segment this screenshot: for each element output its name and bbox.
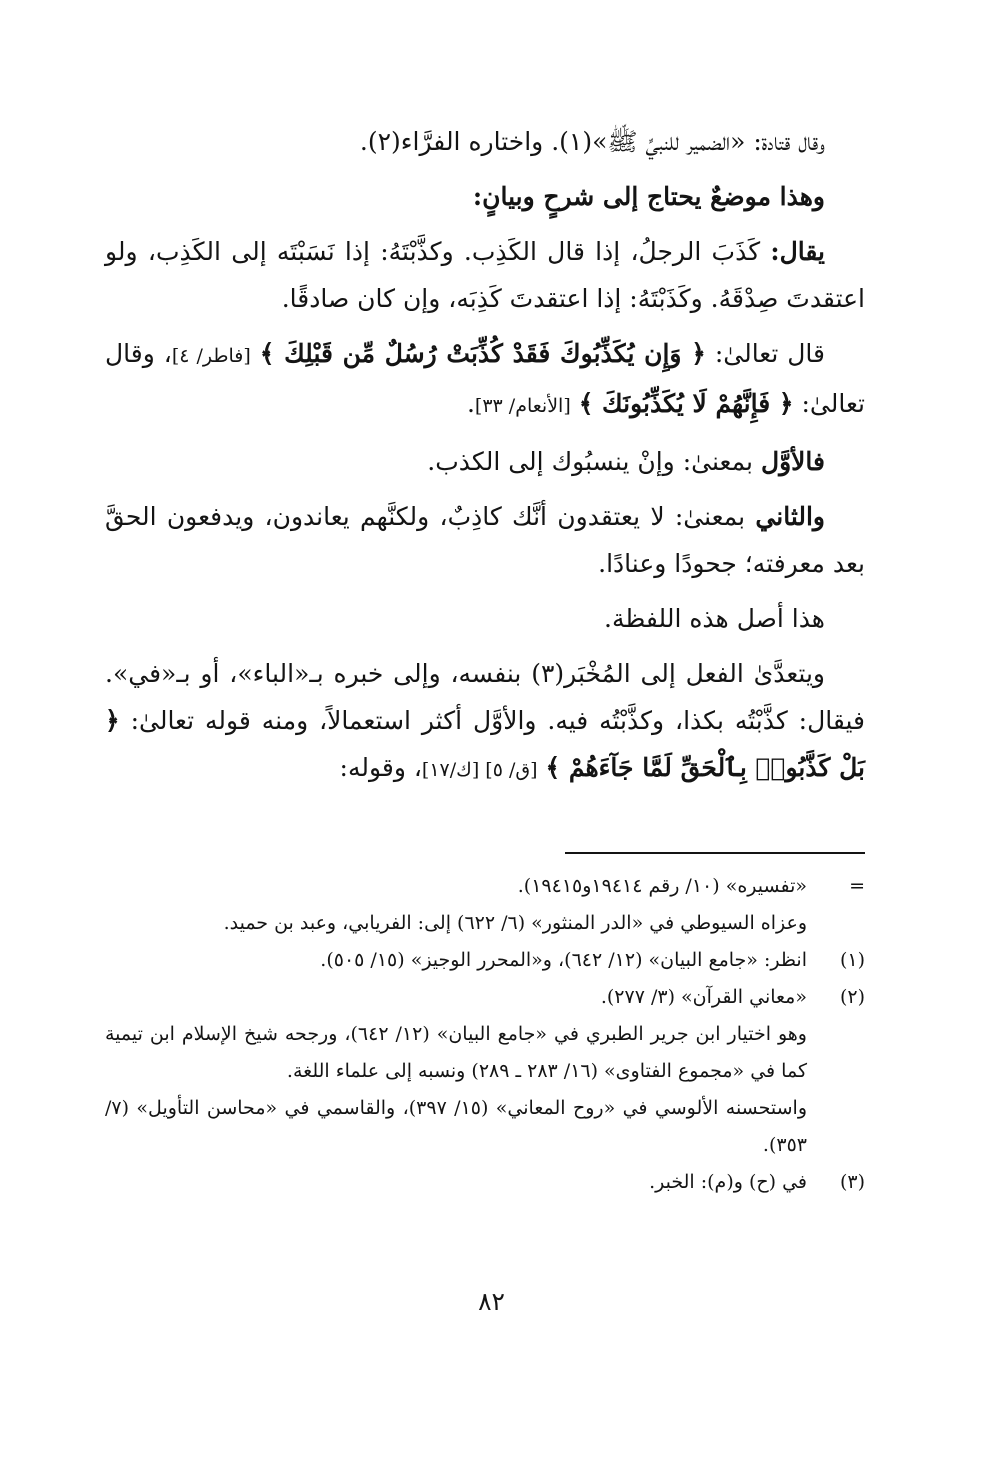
- verse-ref-fatir: [فاطر/ ٤]: [171, 345, 251, 367]
- paragraph-first-meaning: [105, 438, 865, 485]
- definition-text: كَذَبَ الرجلُ، إذا قال الكَذِب. وكذَّبْتَهُ: إذا نَسَبْتَه إلى الكَذِب، ولو اعتقدتَ صِدْقَهُ. وكَذَبْتَهُ: إذا اعتقدتَ كَذِبَه، وإن كان صادقًا.: [105, 237, 865, 313]
- footnote-3: [105, 1164, 865, 1201]
- footnote-continuation: [105, 868, 865, 905]
- footnote-2-number: (٢): [839, 986, 865, 1008]
- continuation-mark: =: [849, 875, 865, 897]
- continuation-line-1: «تفسيره» (١٠/ رقم ١٩٤١٤و١٩٤١٥).: [517, 875, 807, 897]
- paragraph-transitivity: [105, 650, 865, 794]
- second-meaning-text: بمعنىٰ: لا يعتقدون أنَّك كاذِبٌ، ولكنَّهم يعاندون، ويدفعون الحقَّ بعد معرفته؛ جحودًا وعنادًا.: [105, 502, 865, 578]
- continuation-line-2: وعزاه السيوطي في «الدر المنثور» (٦/ ٦٢٢) إلى: الفريابي، وعبد بن حميد.: [223, 912, 807, 934]
- paragraph-verses: [105, 330, 865, 430]
- transitivity-text: ويتعدَّىٰ الفعل إلى المُخْبَر(٣) بنفسه، وإلى خبره بـ«الباء»، أو بـ«في». فيقال: كذَّبْتُه بكذا، وكذَّبْتُه فيه. والأوَّل أكثر استعمالاً، ومنه قوله تعالىٰ:: [105, 659, 865, 735]
- footnote-3-text: في (ح) و(م): الخبر.: [649, 1171, 807, 1193]
- verse-ref-anam: [الأنعام/ ٣٣]: [474, 395, 571, 417]
- footnote-3-number: (٣): [839, 1171, 865, 1193]
- transitivity-end: ، وقوله:: [339, 753, 422, 782]
- paragraph-origin: هذا أصل هذه اللفظة.: [604, 604, 825, 633]
- footnote-2-paragraph-3: واستحسنه الألوسي في «روح المعاني» (١٥/ ٣٩٧)، والقاسمي في «محاسن التأويل» (٧/ ٣٥٣).: [105, 1097, 807, 1156]
- verse-intro-2: ، وقال تعالىٰ:: [105, 339, 865, 418]
- paragraph-definition: [105, 228, 865, 322]
- lead-word-first: فالأوَّل: [760, 447, 825, 476]
- footnote-1-text: انظر: «جامع البيان» (١٢/ ٦٤٢)، و«المحرر الوجيز» (١٥/ ٥٠٥).: [320, 949, 807, 971]
- verse-end: .: [466, 389, 475, 418]
- quran-verse-qaf: ﴿ بَلْ كَذَّبُوا۟ بِٱلْحَقِّ لَمَّا جَآءَهُمْ ﴾: [105, 706, 865, 782]
- section-heading: وهذا موضعٌ يحتاج إلى شرحٍ وبيانٍ:: [472, 182, 825, 211]
- footnote-divider: [565, 852, 865, 854]
- paragraph-qatada: وقال قتادة: «الضمير للنبيِّ ﷺ»(١). واختاره الفرَّاء(٢).: [359, 127, 825, 156]
- quran-verse-fatir: ﴿ وَإِن يُكَذِّبُوكَ فَقَدْ كُذِّبَتْ رُسُلٌ مِّن قَبْلِكَ ﴾: [259, 339, 706, 368]
- paragraph-second-meaning: [105, 493, 865, 587]
- footnote-2-text: «معاني القرآن» (٣/ ٢٧٧).: [600, 986, 807, 1008]
- page-number: ٨٢: [478, 1287, 505, 1316]
- first-meaning-text: بمعنىٰ: وإنْ ينسبُوك إلى الكذب.: [427, 447, 753, 476]
- verse-ref-qaf: [ق/ ٥] [ك/١٧]: [421, 759, 538, 781]
- main-text: [105, 118, 865, 802]
- footnotes: [105, 868, 865, 1201]
- quran-verse-anam: ﴿ فَإِنَّهُمْ لَا يُكَذِّبُونَكَ ﴾: [578, 389, 794, 418]
- verse-intro-1: قال تعالىٰ:: [714, 339, 825, 368]
- footnote-2-paragraph-2: وهو اختيار ابن جرير الطبري في «جامع البيان» (١٢/ ٦٤٢)، ورجحه شيخ الإسلام ابن تيمية كما في «مجموع الفتاوى» (١٦/ ٢٨٣ ـ ٢٨٩) ونسبه إلى علماء اللغة.: [105, 1023, 807, 1082]
- footnote-2: [105, 979, 865, 1016]
- lead-word-second: والثاني: [755, 502, 825, 531]
- footnote-1-number: (١): [839, 949, 865, 971]
- lead-word-yuqal: يقال:: [770, 237, 826, 266]
- footnote-1: [105, 942, 865, 979]
